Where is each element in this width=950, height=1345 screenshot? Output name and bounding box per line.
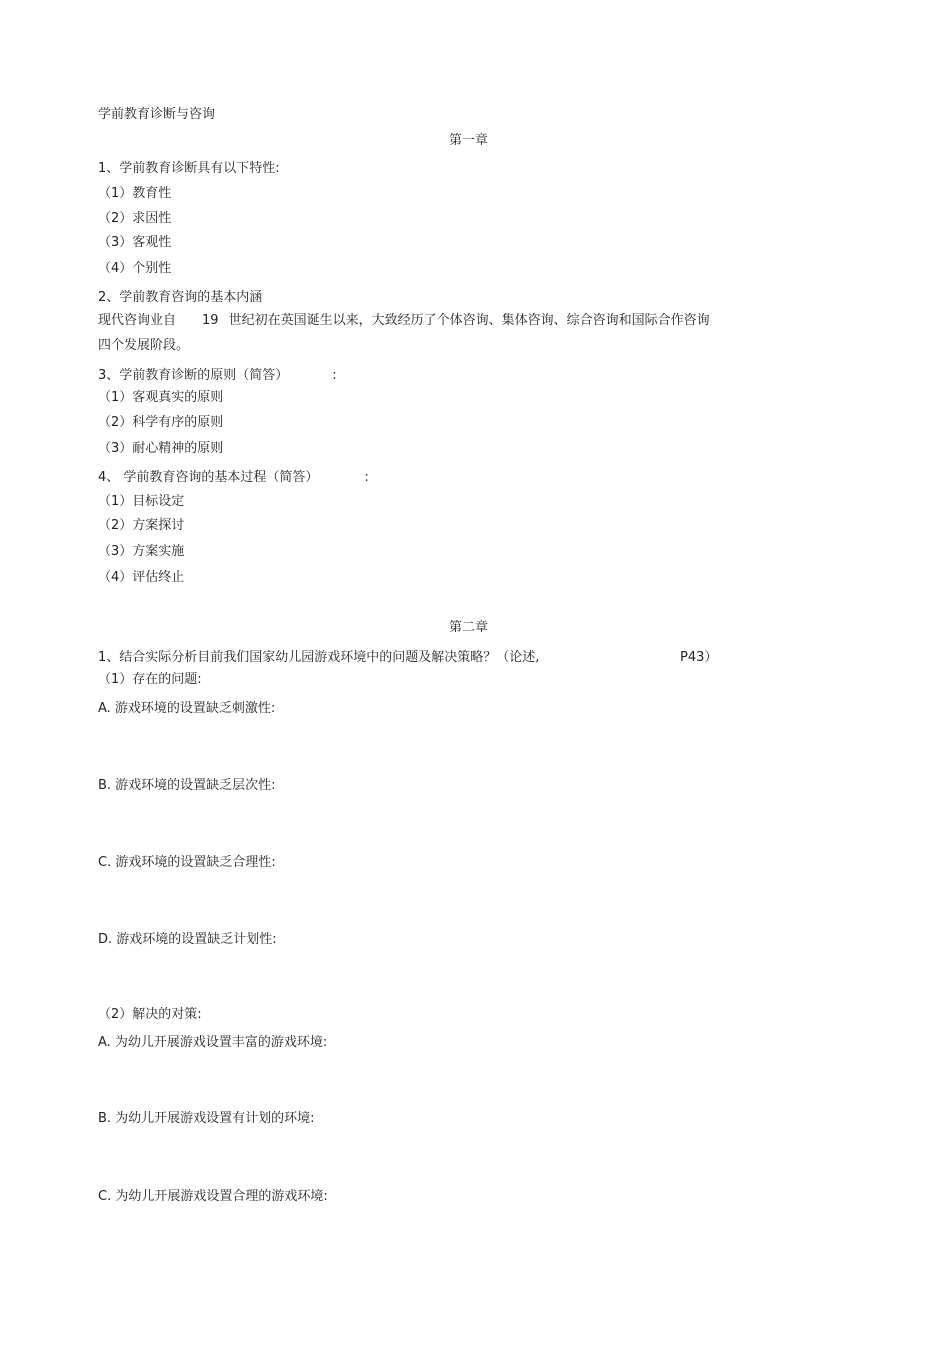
paragraph-text: 现代咨询业自 <box>98 313 177 328</box>
ch1-q1-item: （2）求因性 <box>98 211 172 226</box>
ch2-problem-item: C. 游戏环境的设置缺乏合理性: <box>98 855 276 870</box>
chapter-1-heading: 第一章 <box>449 133 489 148</box>
paragraph-text: 世纪初在英国诞生以来，大致经历了个体咨询、集体咨询、综合咨询和国际合作咨询 <box>228 313 710 328</box>
paragraph-number: 19 <box>202 313 219 328</box>
chapter-2-heading: 第二章 <box>449 620 489 635</box>
ch2-solution-item: A. 为幼儿开展游戏设置丰富的游戏环境: <box>98 1035 328 1050</box>
ch2-q1-page-ref: P43） <box>680 650 718 665</box>
colon: : <box>364 470 369 485</box>
ch1-q3-item: （3）耐心精神的原则 <box>98 441 224 456</box>
ch1-q3-item: （2）科学有序的原则 <box>98 415 224 430</box>
ch1-q1-item: （1）教育性 <box>98 186 172 201</box>
ch1-q4-item: （2）方案探讨 <box>98 518 185 533</box>
ch2-solution-item: B. 为幼儿开展游戏设置有计划的环境: <box>98 1111 315 1126</box>
ch2-problem-item: A. 游戏环境的设置缺乏刺激性: <box>98 701 276 716</box>
ch1-q1-item: （3）客观性 <box>98 235 172 250</box>
ch1-q3-title-row <box>98 367 337 385</box>
ch1-q3-title: 3、学前教育诊断的原则（简答） <box>98 368 289 383</box>
ch2-q1-part1-heading: （1）存在的问题: <box>98 672 202 687</box>
ch1-q2-paragraph <box>98 312 710 330</box>
ch1-q2-title: 2、学前教育咨询的基本内涵 <box>98 290 263 305</box>
ch1-q1-item: （4）个别性 <box>98 261 172 276</box>
ch2-problem-item: D. 游戏环境的设置缺乏计划性: <box>98 932 277 947</box>
ch1-q3-item: （1）客观真实的原则 <box>98 390 224 405</box>
ch1-q4-item: （3）方案实施 <box>98 544 185 559</box>
ch1-q4-title-row <box>98 469 369 487</box>
ch1-q2-paragraph-cont: 四个发展阶段。 <box>98 338 190 353</box>
ch1-q4-item: （4）评估终止 <box>98 570 185 585</box>
colon: : <box>332 368 337 383</box>
ch2-q1-part2-heading: （2）解决的对策: <box>98 1007 202 1022</box>
ch1-q4-item: （1）目标设定 <box>98 494 185 509</box>
document-title: 学前教育诊断与咨询 <box>98 107 216 122</box>
ch1-q1-title: 1、学前教育诊断具有以下特性: <box>98 161 280 176</box>
ch1-q4-title: 4、 学前教育咨询的基本过程（简答） <box>98 470 319 485</box>
ch2-solution-item: C. 为幼儿开展游戏设置合理的游戏环境: <box>98 1189 328 1204</box>
ch2-problem-item: B. 游戏环境的设置缺乏层次性: <box>98 778 276 793</box>
ch2-q1-title: 1、结合实际分析目前我们国家幼儿园游戏环境中的问题及解决策略？（论述, <box>98 650 540 665</box>
